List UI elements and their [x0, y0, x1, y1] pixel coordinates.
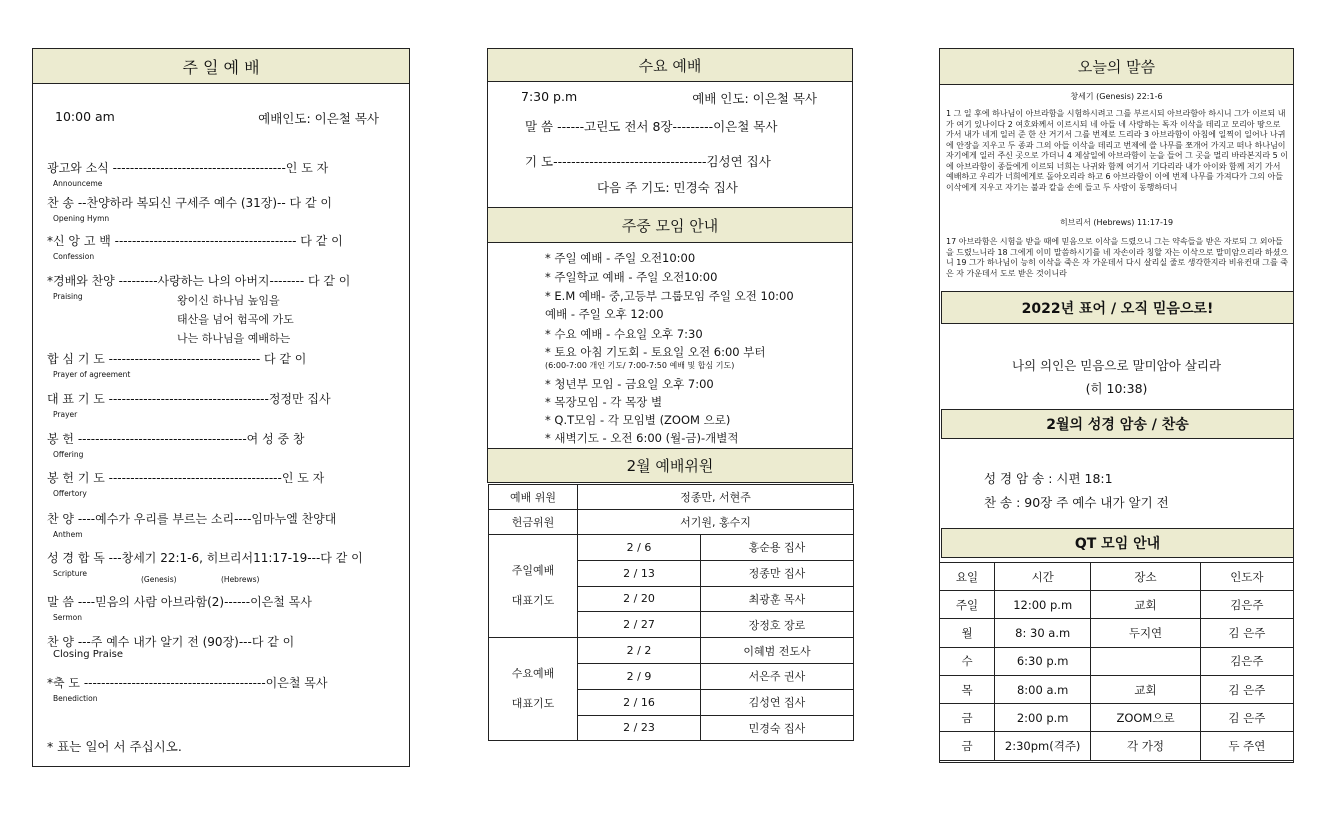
- hebrews-label: (Hebrews): [221, 575, 260, 584]
- hebrews-ref: 히브리서 (Hebrews) 11:17-19: [1059, 218, 1174, 227]
- service-item-english: Scripture: [53, 569, 88, 578]
- sunday-service-title: 주 일 예 배: [32, 48, 410, 84]
- qt-cell: 김은주: [1200, 591, 1293, 619]
- motto-title: 2022년 표어 / 오직 믿음으로!: [941, 291, 1294, 324]
- next-prayer: 다음 주 기도: 민경숙 집사: [597, 180, 738, 195]
- qt-row: [940, 619, 1294, 647]
- qt-row: [940, 591, 1294, 619]
- genesis-label: (Genesis): [141, 575, 177, 584]
- prayer-person: 민경숙 집사: [701, 715, 854, 741]
- qt-row: [940, 647, 1294, 675]
- qt-cell: 김 은주: [1200, 675, 1293, 703]
- prayer-person: 서은주 권사: [701, 663, 854, 689]
- prayer-date: 2 / 23: [578, 715, 701, 741]
- service-item-english: Praising: [53, 292, 83, 301]
- prayer-group-label-line: 대표기도: [511, 697, 555, 711]
- service-item-english: Benediction: [53, 694, 98, 703]
- prayer-person: 장정호 장로: [701, 612, 854, 638]
- service-item-label: *경배와 찬양 ---------사랑하는 나의 아버지-------- 다 같 이: [47, 274, 351, 288]
- qt-cell: 2:30pm(격주): [995, 732, 1091, 760]
- meeting-item: * 주일 예배 - 주일 오전10:00: [545, 251, 696, 265]
- prayer-person: 홍순용 집사: [701, 535, 854, 561]
- wed-time: 7:30 p.m: [521, 89, 578, 104]
- qt-cell: 금: [940, 704, 995, 732]
- meeting-item: * 새벽기도 - 오전 6:00 (월-금)-개별적: [545, 431, 739, 445]
- qt-cell: 8:00 a.m: [995, 675, 1091, 703]
- meeting-item: 예배 - 주일 오후 12:00: [545, 307, 664, 321]
- service-item-label: 찬 양 ---주 예수 내가 알기 전 (90장)---다 같 이: [47, 635, 295, 649]
- service-leader: 예배인도: 이은철 목사: [258, 111, 379, 126]
- prayer-group-label-line: 대표기도: [511, 594, 555, 608]
- service-item-label: 말 씀 ----믿음의 사람 아브라함(2)------이은철 목사: [47, 595, 312, 609]
- prayer-group-label-line: 수요예배: [511, 667, 555, 681]
- service-item-label: 봉 헌 ---------------------------------------여 성 중 창: [47, 432, 305, 446]
- committee-table: [488, 484, 854, 741]
- sunday-service-panel: [32, 48, 410, 767]
- service-item-label: 찬 양 ----예수가 우리를 부르는 소리----임마누엘 찬양대: [47, 512, 337, 526]
- qt-cell: 2:00 p.m: [995, 704, 1091, 732]
- prayer-date: 2 / 20: [578, 586, 701, 612]
- service-item-english: Announceme: [53, 179, 103, 188]
- meeting-item: * 수요 예배 - 수요일 오후 7:30: [545, 327, 703, 341]
- qt-row: [940, 732, 1294, 760]
- meeting-item: * 주일학교 예배 - 주일 오전10:00: [545, 270, 718, 284]
- prayer-group-label-line: 주일예배: [511, 564, 555, 578]
- prayer-date: 2 / 13: [578, 560, 701, 586]
- wed-sermon: 말 씀 ------고린도 전서 8장---------이은철 목사: [525, 119, 778, 134]
- offering-label: 헌금위원: [489, 510, 578, 535]
- qt-cell: 금: [940, 732, 995, 760]
- qt-cell: 김 은주: [1200, 704, 1293, 732]
- qt-cell: 주일: [940, 591, 995, 619]
- praise-line-2: 태산을 넘어 험곡에 가도: [177, 313, 294, 326]
- genesis-text: 1 그 일 후에 하나님이 아브라함을 시험하시려고 그를 부르시되 아브라함아 하시니 그가 이르되 내가 여기 있나이다 2 여호와께서 이르시되 네 아들 네 사랑하는 독자 이삭을 데리고 모리아 땅으로 가서 내가 네게 일러 준 한 산 거기서 그를 번제로 드리라 3 아브라함이 아침에 일찍이 일어나 나귀에 안장을 지우고 두 종과 그의 아들 이삭을 데리고 번제에 쓸 나무를 쪼개어 가지고 떠나 하나님이 자기에게 일러 주신 곳으로 가더니 4 제삼일에 아브라함이 눈을 들어 그 곳을 멀리 바라본지라 5 이에 아브라함이 종들에게 이르되 너희는 나귀와 함께 여기서 기다리라 내가 아이와 함께 저기 가서 예배하고 우리가 너희에게로 돌아오리라 하고 6 아브라함이 이에 번제 나무를 가져다가 그의 아들 이삭에게 지우고 자기는 불과 칼을 손에 들고 두 사람이 동행하더니: [946, 109, 1288, 192]
- qt-cell: 두지연: [1091, 619, 1200, 647]
- qt-header-cell: 시간: [995, 563, 1091, 591]
- motto-ref: (히 10:38): [1085, 381, 1148, 396]
- service-item-label: 성 경 합 독 ---창세기 22:1-6, 히브리서11:17-19---다 같 이: [47, 551, 363, 565]
- hebrews-text: 17 아브라함은 시험을 받을 때에 믿음으로 이삭을 드렸으니 그는 약속들을 받은 자로되 그 외아들을 드렸느니라 18 그에게 이미 말씀하시기를 네 자손이라 칭할 자는 이삭으로 말미암으리라 하셨으니 19 그가 하나님이 능히 이삭을 죽은 자 가운데서 다시 살리실 줄로 생각한지라 비유컨대 그를 죽은 자 가운데서 도로 받은 것이니라: [946, 237, 1289, 278]
- qt-cell: 두 주연: [1200, 732, 1293, 760]
- qt-cell: 목: [940, 675, 995, 703]
- prayer-date: 2 / 27: [578, 612, 701, 638]
- weekly-meetings-title: 주중 모임 안내: [487, 207, 853, 243]
- praise-line-1: 왕이신 하나님 높임을: [177, 294, 280, 307]
- service-item-english: Confession: [53, 252, 95, 261]
- meeting-item: * Q.T모임 - 각 모임별 (ZOOM 으로): [545, 413, 731, 427]
- service-item-label: 합 심 기 도 ----------------------------------- 다 같 이: [47, 352, 307, 366]
- committee-title: 2월 예배위원: [487, 448, 853, 483]
- worship-label: 예배 위원: [489, 485, 578, 510]
- service-item-label: 봉 헌 기 도 ----------------------------------------인 도 자: [47, 471, 325, 485]
- meeting-item: * 청년부 모임 - 금요일 오후 7:00: [545, 377, 714, 391]
- service-item-english: Prayer of agreement: [53, 370, 131, 379]
- qt-cell: 월: [940, 619, 995, 647]
- service-item-english: Anthem: [53, 530, 83, 539]
- prayer-person: 최광훈 목사: [701, 586, 854, 612]
- service-item-label: 광고와 소식 ----------------------------------------인 도 자: [47, 161, 329, 175]
- service-item-english: Sermon: [53, 613, 82, 622]
- prayer-group-label: [489, 535, 578, 638]
- qt-cell: [1091, 647, 1200, 675]
- wednesday-title: 수요 예배: [487, 48, 853, 82]
- service-item-english: Offertory: [53, 489, 87, 498]
- qt-cell: ZOOM으로: [1091, 704, 1200, 732]
- wednesday-panel: [487, 48, 853, 741]
- footnote: * 표는 일어 서 주십시오.: [47, 739, 182, 754]
- qt-header-cell: 인도자: [1200, 563, 1293, 591]
- motto-verse: 나의 의인은 믿음으로 말미암아 살리라: [1011, 358, 1222, 373]
- service-time: 10:00 am: [55, 109, 115, 124]
- qt-cell: 8: 30 a.m: [995, 619, 1091, 647]
- memory-title: 2월의 성경 암송 / 찬송: [941, 409, 1294, 439]
- service-item-label: *축 도 ------------------------------------------이은철 목사: [47, 676, 328, 690]
- qt-header-cell: 요일: [940, 563, 995, 591]
- prayer-person: 이혜범 전도사: [701, 638, 854, 664]
- qt-cell: 각 가정: [1091, 732, 1200, 760]
- qt-title: QT 모임 안내: [941, 528, 1294, 558]
- worship-names: 정종만, 서현주: [578, 485, 854, 510]
- service-item-english: Offering: [53, 450, 84, 459]
- praise-line-3: 나는 하나님을 예배하는: [177, 332, 291, 345]
- prayer-date: 2 / 16: [578, 689, 701, 715]
- qt-cell: 교회: [1091, 591, 1200, 619]
- qt-cell: 김 은주: [1200, 619, 1293, 647]
- word-panel: [939, 48, 1294, 763]
- memory-verse: 성 경 암 송 : 시편 18:1: [984, 471, 1113, 486]
- offering-names: 서기원, 홍수지: [578, 510, 854, 535]
- service-item-english: Prayer: [53, 410, 78, 419]
- service-item-english: Opening Hymn: [53, 214, 110, 223]
- qt-header-cell: 장소: [1091, 563, 1200, 591]
- service-item-label: *신 앙 고 백 ------------------------------------------ 다 같 이: [47, 234, 343, 248]
- meeting-item: * 목장모임 - 각 목장 별: [545, 395, 663, 409]
- service-item-label: 대 표 기 도 -------------------------------------정정만 집사: [47, 392, 331, 406]
- qt-cell: 12:00 p.m: [995, 591, 1091, 619]
- service-item-english: Closing Praise: [53, 649, 123, 660]
- meeting-item: (6:00-7:00 개인 기도/ 7:00-7:50 예배 및 합심 기도): [545, 361, 735, 370]
- qt-row: [940, 704, 1294, 732]
- prayer-person: 김성연 집사: [701, 689, 854, 715]
- qt-cell: 교회: [1091, 675, 1200, 703]
- prayer-group-label: [489, 638, 578, 741]
- word-title: 오늘의 말씀: [939, 48, 1294, 85]
- memory-hymn: 찬 송 : 90장 주 예수 내가 알기 전: [984, 495, 1169, 510]
- qt-cell: 수: [940, 647, 995, 675]
- meeting-item: * E.M 예배- 중,고등부 그룹모임 주일 오전 10:00: [545, 289, 794, 303]
- prayer-date: 2 / 9: [578, 663, 701, 689]
- wed-leader: 예배 인도: 이은철 목사: [692, 91, 817, 106]
- service-item-label: 찬 송 --찬양하라 복되신 구세주 예수 (31장)-- 다 같 이: [47, 196, 332, 210]
- prayer-person: 정종만 집사: [701, 560, 854, 586]
- qt-row: [940, 675, 1294, 703]
- qt-cell: 김은주: [1200, 647, 1293, 675]
- prayer-date: 2 / 6: [578, 535, 701, 561]
- qt-table: [939, 562, 1294, 761]
- meeting-item: * 토요 아침 기도회 - 토요일 오전 6:00 부터: [545, 345, 766, 359]
- genesis-ref: 창세기 (Genesis) 22:1-6: [1070, 92, 1163, 101]
- wed-prayer: 기 도----------------------------------김성연 집사: [525, 154, 771, 169]
- qt-cell: 6:30 p.m: [995, 647, 1091, 675]
- prayer-date: 2 / 2: [578, 638, 701, 664]
